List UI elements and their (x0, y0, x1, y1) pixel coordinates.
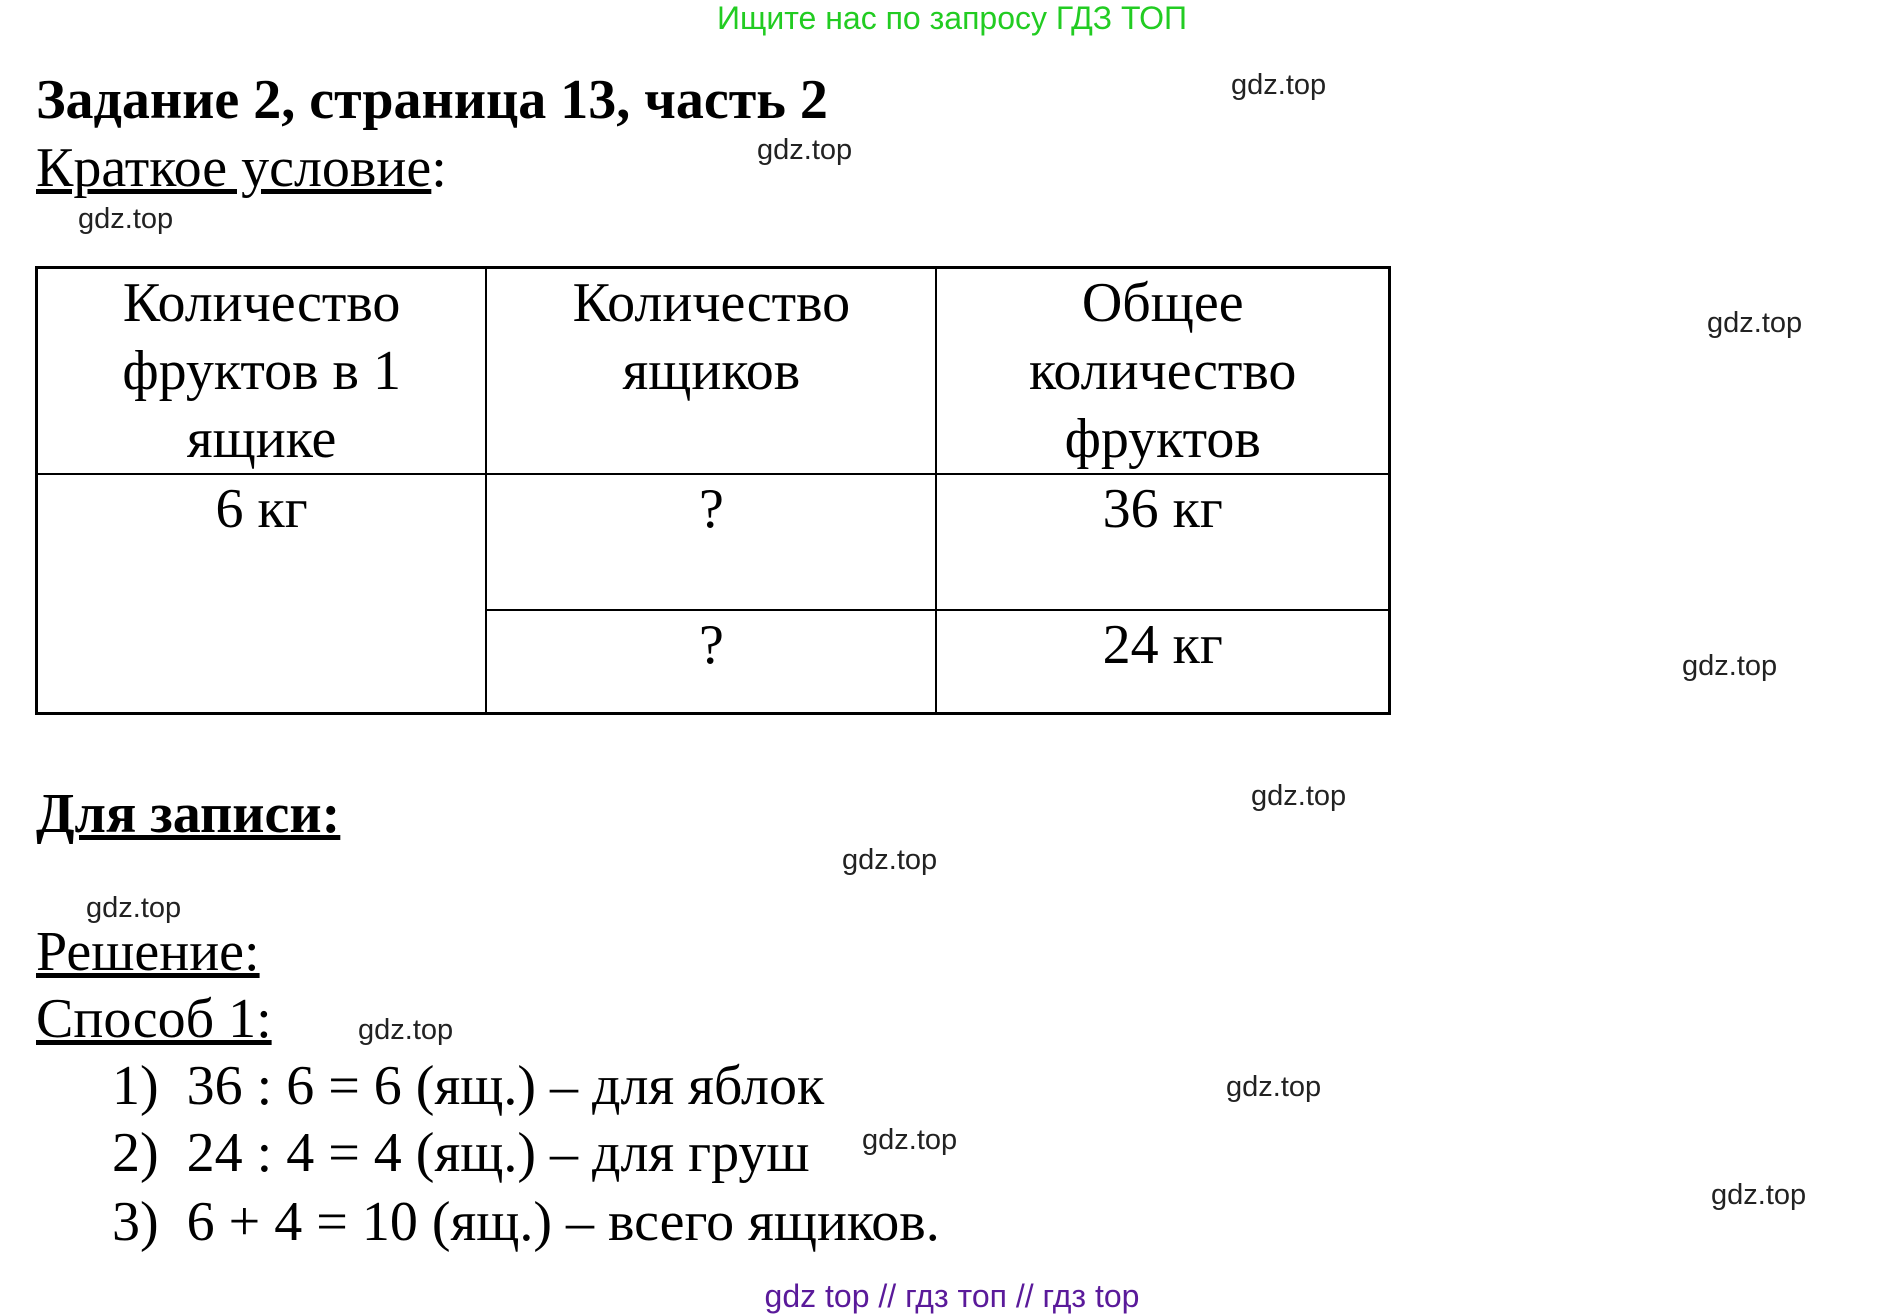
cell-total: 36 кг (936, 474, 1389, 610)
condition-table (35, 266, 1391, 715)
solution-step: 2) 24 : 4 = 4 (ящ.) – для груш (112, 1122, 810, 1184)
watermark: gdz.top (1251, 780, 1347, 812)
for-record-heading: Для записи: (36, 783, 341, 845)
watermark: gdz.top (1226, 1071, 1322, 1103)
watermark: gdz.top (86, 892, 182, 924)
solution-heading: Решение: (36, 921, 260, 983)
watermark: gdz.top (1682, 650, 1778, 682)
footer-links: gdz top // гдз топ // гдз top (764, 1278, 1140, 1314)
cell-box-count: ? (486, 474, 936, 610)
colon: : (431, 137, 447, 199)
watermark: gdz.top (78, 203, 174, 235)
solution-step: 1) 36 : 6 = 6 (ящ.) – для яблок (112, 1055, 825, 1117)
header-fruits-per-box: Количество фруктов в 1 ящике (37, 268, 487, 475)
solution-step: 3) 6 + 4 = 10 (ящ.) – всего ящиков. (112, 1191, 940, 1253)
watermark: gdz.top (842, 844, 938, 876)
table-row (37, 474, 1390, 610)
page-title: Задание 2, страница 13, часть 2 (36, 69, 828, 131)
method-heading: Способ 1: (36, 988, 272, 1050)
cell-total: 24 кг (936, 610, 1389, 714)
promo-banner: Ищите нас по запросу ГДЗ ТОП (717, 0, 1187, 36)
watermark: gdz.top (1707, 307, 1803, 339)
cell-fruits-per-box: 6 кг (37, 474, 487, 714)
short-condition-heading (36, 136, 447, 200)
short-condition-label: Краткое условие (36, 137, 432, 199)
header-total-fruits: Общее количество фруктов (936, 268, 1389, 475)
watermark: gdz.top (358, 1014, 454, 1046)
watermark: gdz.top (862, 1124, 958, 1156)
table-header-row (37, 268, 1390, 475)
cell-box-count: ? (486, 610, 936, 714)
header-box-count: Количество ящиков (486, 268, 936, 475)
watermark: gdz.top (1231, 69, 1327, 101)
watermark: gdz.top (1711, 1179, 1807, 1211)
watermark: gdz.top (757, 134, 853, 166)
